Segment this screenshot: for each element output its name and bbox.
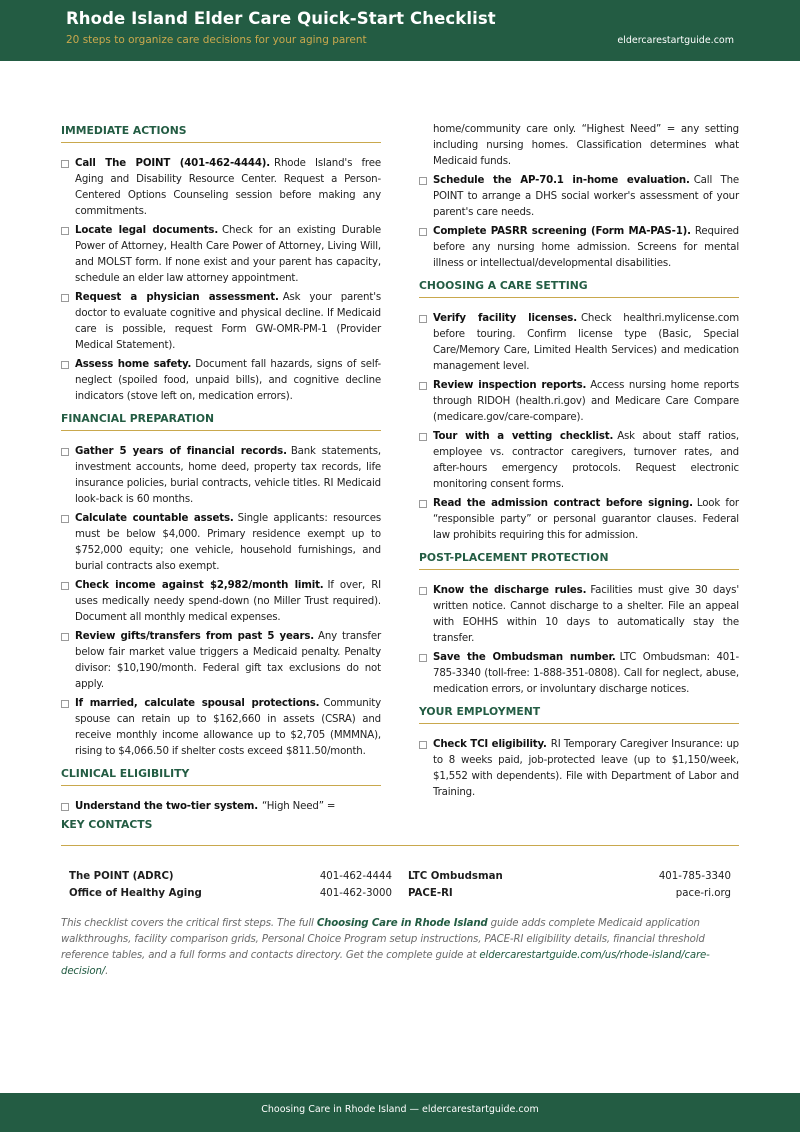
item-heading: Save the Ombudsman number. <box>433 652 616 663</box>
checklist-item <box>61 156 381 220</box>
checklist-item <box>419 378 739 426</box>
section-title-immediate: IMMEDIATE ACTIONS <box>61 124 381 143</box>
section-financial <box>61 444 381 760</box>
item-text: Facilities must give 30 days' written notice. Cannot discharge to a shelter. File an appeal with EOHHS within 10 days to automatically stay the transfer. <box>433 585 739 644</box>
item-heading: Review gifts/transfers from past 5 years. <box>75 631 315 642</box>
item-heading: Review inspection reports. <box>433 380 587 391</box>
item-heading: Tour with a vetting checklist. <box>433 431 614 442</box>
footnote-intro: This checklist covers the critical first steps. The full <box>61 918 317 929</box>
item-heading: Check income against $2,982/month limit. <box>75 580 324 591</box>
item-heading: Gather 5 years of financial records. <box>75 446 287 457</box>
section-title-employment: YOUR EMPLOYMENT <box>419 705 739 724</box>
checkbox-icon[interactable] <box>61 361 69 369</box>
item-heading: Read the admission contract before signing. <box>433 498 693 509</box>
item-text: LTC Ombudsman: 401-785-3340 (toll-free: 1-888-351-0808). Call for neglect, abuse, medication errors, or involuntary discharge notices. <box>433 652 739 695</box>
section-employment <box>419 737 739 801</box>
item-text: If over, RI uses medically needy spend-down (no Miller Trust required). Document all monthly medical expenses. <box>75 580 381 623</box>
checklist-item <box>61 696 381 760</box>
contact-value: 401-785-3340 <box>658 871 731 882</box>
left-column <box>61 124 381 822</box>
section-clinical-part2 <box>419 122 739 272</box>
contact-value: pace-ri.org <box>675 888 731 899</box>
checklist-item <box>419 224 739 272</box>
section-clinical-part1 <box>61 799 381 815</box>
checklist-item <box>419 737 739 801</box>
checklist-item <box>61 629 381 693</box>
contact-row <box>61 868 739 885</box>
footer-text: Choosing Care in Rhode Island — eldercarestartguide.com <box>261 1104 539 1115</box>
section-title-financial: FINANCIAL PREPARATION <box>61 412 381 431</box>
item-text: Call The POINT to arrange a DHS social worker's assessment of your parent's care needs. <box>433 175 739 218</box>
checkbox-icon[interactable] <box>61 582 69 590</box>
checklist-item <box>61 290 381 354</box>
section-post <box>419 583 739 698</box>
checklist-item <box>419 496 739 544</box>
item-text: Look for “responsible party” or personal guarantor clauses. Federal law prohibits requiring this for admission. <box>433 498 739 541</box>
checkbox-icon[interactable] <box>419 177 427 185</box>
checkbox-icon[interactable] <box>61 294 69 302</box>
page-subtitle: 20 steps to organize care decisions for your aging parent <box>66 34 367 46</box>
checkbox-icon[interactable] <box>419 741 427 749</box>
item-heading: Verify facility licenses. <box>433 313 577 324</box>
checkbox-icon[interactable] <box>419 587 427 595</box>
footer-banner <box>0 1093 800 1132</box>
item-text: Any transfer below fair market value triggers a Medicaid penalty. Penalty divisor: $10,190/month. Federal gift tax exclusions do not apply. <box>75 631 381 690</box>
checklist-item <box>61 444 381 508</box>
item-heading: Schedule the AP-70.1 in-home evaluation. <box>433 175 690 186</box>
item-text: RI Temporary Caregiver Insurance: up to 8 weeks paid, job-protected leave (up to $1,150/week, $1,552 with dependents). File with Department of Labor and Training. <box>433 739 739 798</box>
checkbox-icon[interactable] <box>61 515 69 523</box>
checklist-item <box>419 311 739 375</box>
item-text: Check for an existing Durable Power of Attorney, Health Care Power of Attorney, Living Will, and MOLST form. If none exist and your parent has capacity, schedule an elder law attorney appointment. <box>75 225 381 284</box>
contact-value: 401-462-4444 <box>319 871 392 882</box>
checkbox-icon[interactable] <box>419 382 427 390</box>
checkbox-icon[interactable] <box>61 803 69 811</box>
guide-footnote <box>61 916 739 980</box>
item-heading: Locate legal documents. <box>75 225 219 236</box>
item-heading: Check TCI eligibility. <box>433 739 547 750</box>
checkbox-icon[interactable] <box>61 700 69 708</box>
header-banner <box>0 0 800 61</box>
item-text: “High Need” = <box>261 801 336 812</box>
item-text: Document fall hazards, signs of self-neglect (spoiled food, unpaid bills), and cognitive decline indicators (stove left on, medication errors). <box>75 359 381 402</box>
checkbox-icon[interactable] <box>419 228 427 236</box>
item-text: Ask your parent's doctor to evaluate cognitive and physical decline. If Medicaid care is possible, request Form GW-OMR-PM-1 (Provider Medical Statement). <box>75 292 382 351</box>
item-heading: Assess home safety. <box>75 359 192 370</box>
contact-name: LTC Ombudsman <box>408 871 503 882</box>
item-heading: Call The POINT (401-462-4444). <box>75 158 271 169</box>
checkbox-icon[interactable] <box>419 433 427 441</box>
item-text: home/community care only. “Highest Need” = any setting including nursing homes. Classification determines what Medicaid funds. <box>433 124 739 167</box>
section-immediate <box>61 156 381 405</box>
checkbox-icon[interactable] <box>61 227 69 235</box>
header-site: eldercarestartguide.com <box>617 35 734 46</box>
item-text: Rhode Island's free Aging and Disability Resource Center. Request a Person-Centered Options Counseling session before making any commitments. <box>75 158 381 217</box>
checklist-item <box>419 122 739 170</box>
item-text: Required before any nursing home admission. Screens for mental illness or intellectual/developmental disabilities. <box>433 226 739 269</box>
item-text: Community spouse can retain up to $162,660 in assets (CSRA) and receive monthly income allowance up to $2,705 (MMMNA), rising to $4,066.50 if shelter costs exceed $811.50/month. <box>75 698 381 757</box>
item-text: Ask about staff ratios, employee vs. contractor caregivers, turnover rates, and after-hours emergency protocols. Request electronic monitoring consent forms. <box>433 431 739 490</box>
key-contacts <box>61 818 739 904</box>
item-heading: Complete PASRR screening (Form MA-PAS-1). <box>433 226 691 237</box>
contact-name: The POINT (ADRC) <box>69 871 174 882</box>
item-heading: Understand the two-tier system. <box>75 801 258 812</box>
checklist-item <box>61 223 381 287</box>
contact-value: 401-462-3000 <box>319 888 392 899</box>
section-setting <box>419 311 739 544</box>
checkbox-icon[interactable] <box>419 654 427 662</box>
footnote-guide-link[interactable]: eldercarestartguide.com/us/rhode-island/care-decision/ <box>61 950 710 977</box>
checklist-item <box>61 511 381 575</box>
item-heading: If married, calculate spousal protections. <box>75 698 320 709</box>
item-text: Bank statements, investment accounts, home deed, property tax records, life insurance policies, burial contracts, vehicle titles. RI Medicaid look-back is 60 months. <box>75 446 381 505</box>
checklist-item <box>61 357 381 405</box>
checkbox-icon[interactable] <box>61 160 69 168</box>
checkbox-icon[interactable] <box>419 500 427 508</box>
contact-name: Office of Healthy Aging <box>69 888 202 899</box>
checklist-item <box>419 650 739 698</box>
item-heading: Request a physician assessment. <box>75 292 279 303</box>
item-text: Access nursing home reports through RIDOH (health.ri.gov) and Medicare Care Compare (medicare.gov/care-compare). <box>433 380 739 423</box>
contacts-table <box>61 868 739 904</box>
checklist-item <box>61 578 381 626</box>
checklist-item <box>419 583 739 647</box>
checklist-item <box>419 429 739 493</box>
item-text: Single applicants: resources must be below $4,000. Primary residence exempt up to $752,000 equity; one vehicle, household furnishings, and burial contracts also exempt. <box>75 513 381 572</box>
section-title-clinical: CLINICAL ELIGIBILITY <box>61 767 381 786</box>
footnote-body: guide adds complete Medicaid application walkthroughs, facility comparison grids, Personal Choice Program setup instructions, PACE-RI eligibility details, financial threshold reference tables, and a full forms and contacts directory. Get the complete guide at <box>61 918 705 961</box>
contact-name: PACE-RI <box>408 888 453 899</box>
checkbox-icon[interactable] <box>61 448 69 456</box>
section-title-post: POST-PLACEMENT PROTECTION <box>419 551 739 570</box>
item-heading: Calculate countable assets. <box>75 513 234 524</box>
checklist-item <box>419 173 739 221</box>
footnote-end: . <box>105 966 109 977</box>
checkbox-icon[interactable] <box>61 633 69 641</box>
item-text: Check healthri.mylicense.com before touring. Confirm license type (Basic, Special Care/Memory Care, Limited Health Services) and medication management level. <box>433 313 739 372</box>
item-heading: Know the discharge rules. <box>433 585 587 596</box>
section-title-contacts: KEY CONTACTS <box>61 818 739 846</box>
checkbox-icon[interactable] <box>419 315 427 323</box>
footnote-guide-title: Choosing Care in Rhode Island <box>316 918 488 929</box>
section-title-setting: CHOOSING A CARE SETTING <box>419 279 739 298</box>
checklist-item <box>61 799 381 815</box>
contact-row <box>61 885 739 902</box>
page-title: Rhode Island Elder Care Quick-Start Checklist <box>66 9 496 28</box>
right-column <box>419 124 739 808</box>
